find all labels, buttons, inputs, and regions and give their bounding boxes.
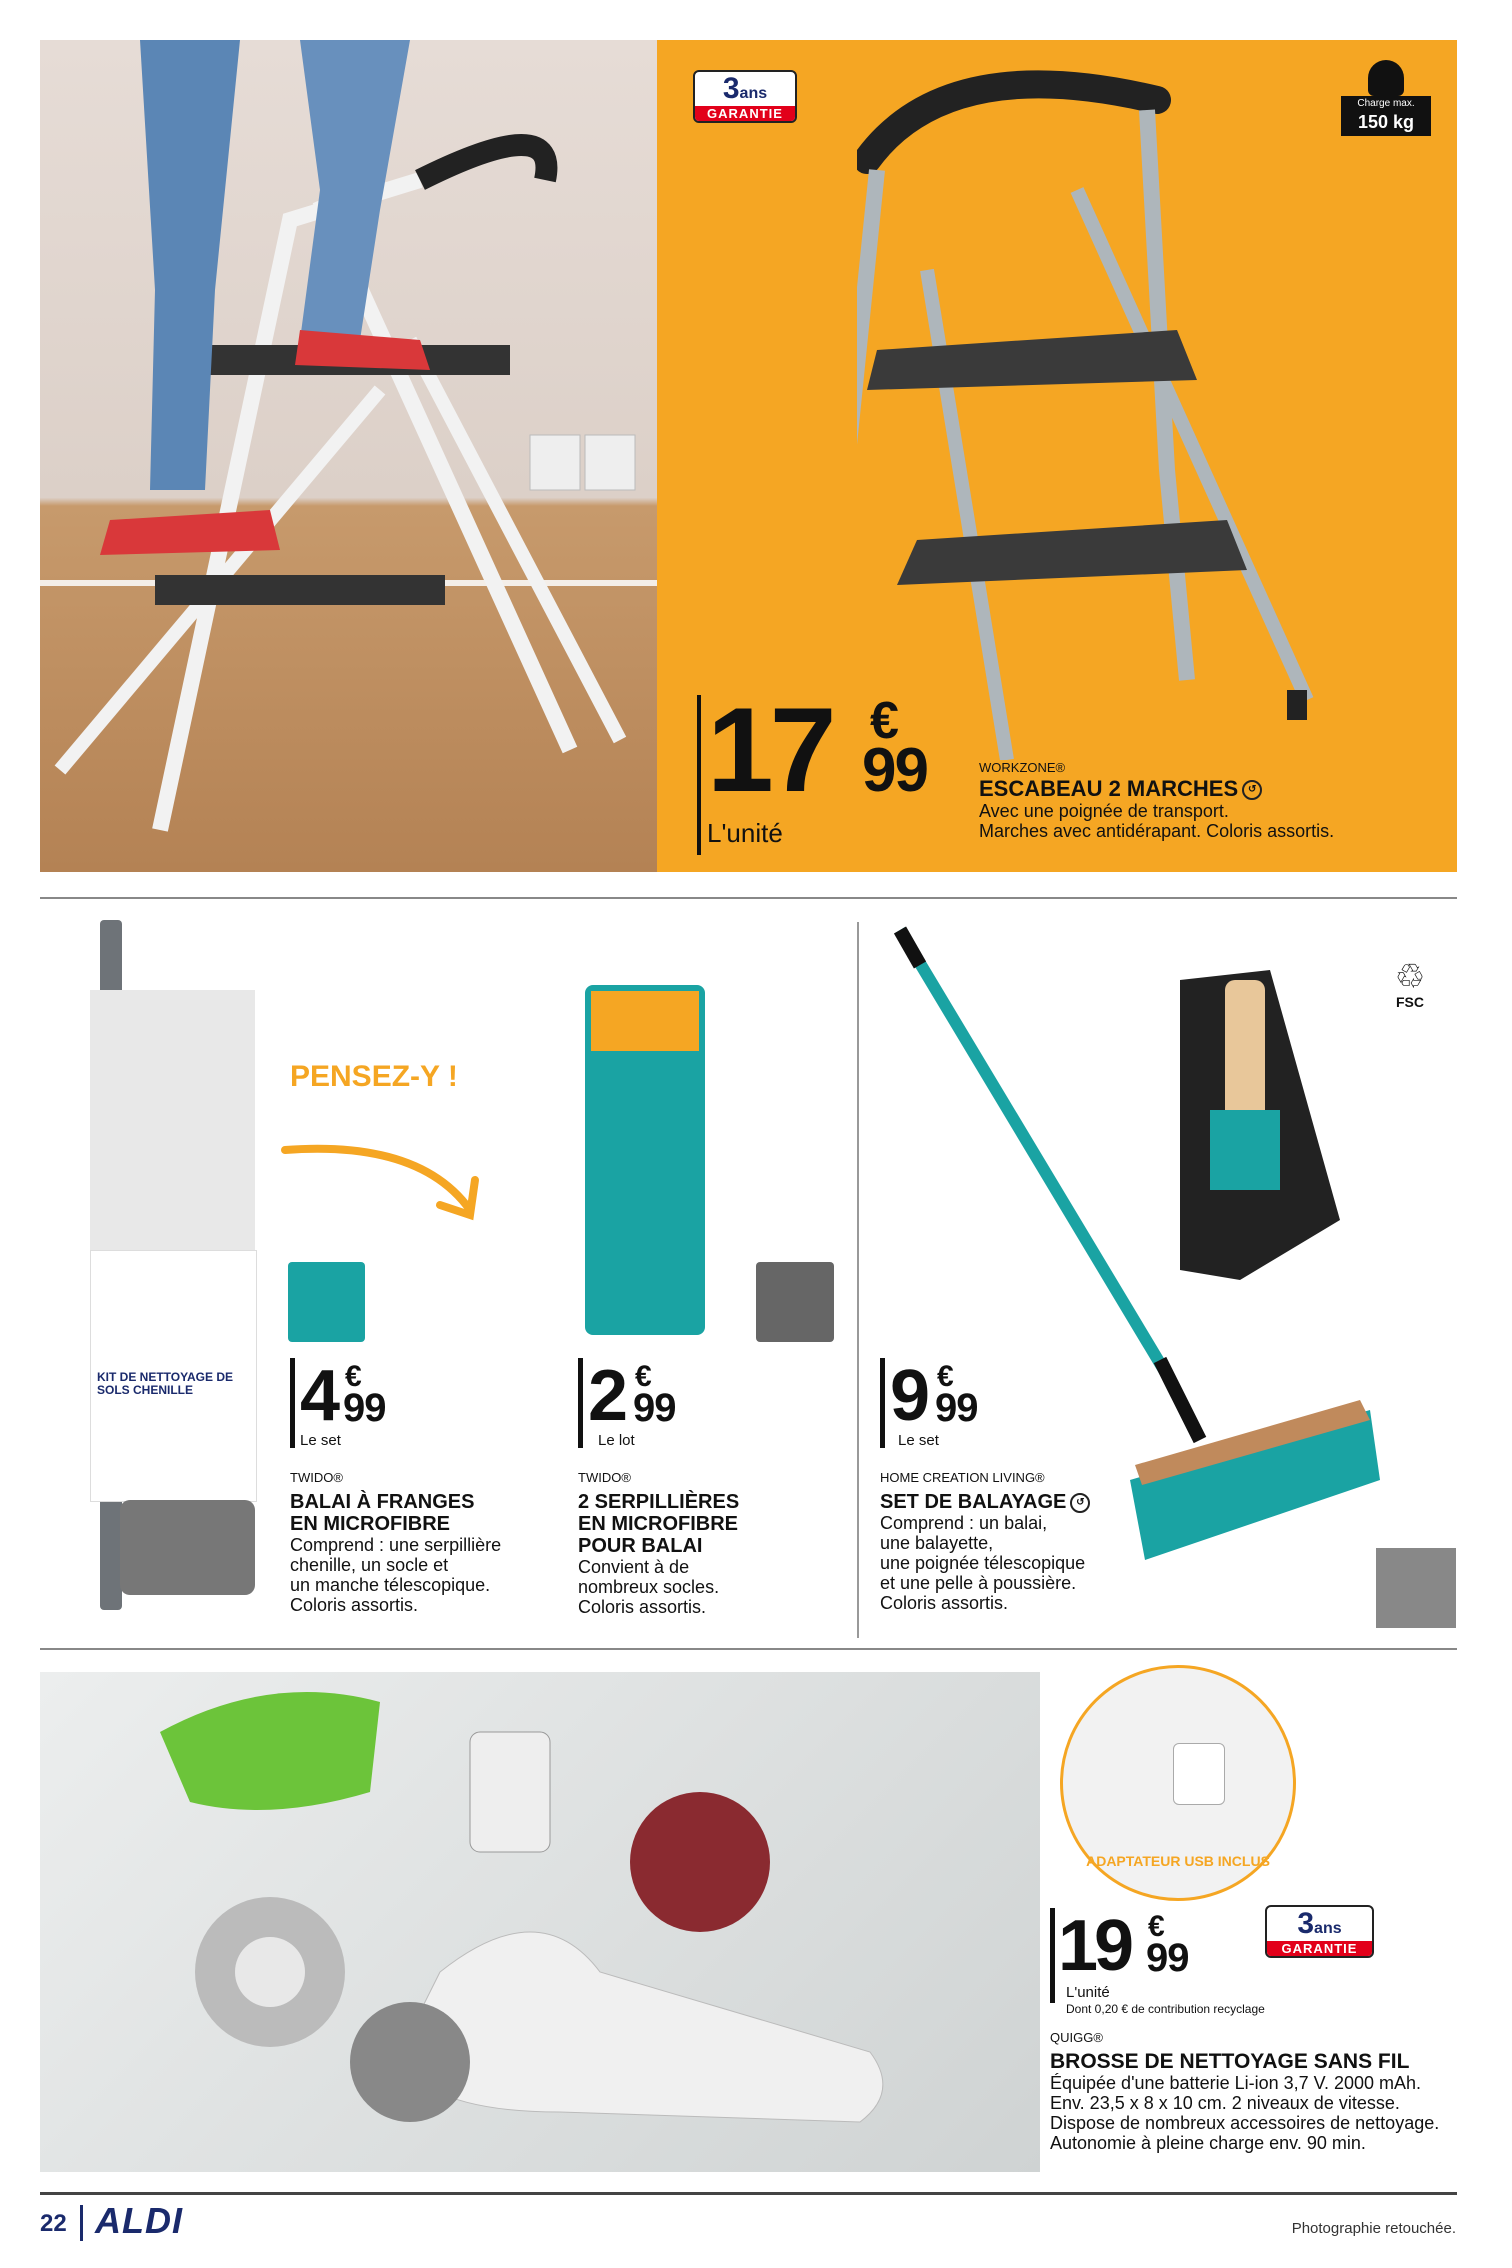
product-title-1: 2 SERPILLIÈRES bbox=[578, 1491, 740, 1513]
product-desc: nombreux socles. bbox=[578, 1577, 720, 1597]
recycle-icon: ↺ bbox=[1070, 1493, 1090, 1513]
product-brand: TWIDO® bbox=[290, 1470, 343, 1485]
product-desc: Coloris assortis. bbox=[880, 1593, 1009, 1613]
grey-swatch bbox=[1376, 1548, 1456, 1628]
vertical-divider bbox=[857, 922, 859, 1638]
price-currency: € bbox=[870, 692, 899, 750]
fsc-logo: ♲ FSC bbox=[1394, 958, 1426, 1010]
warranty-badge: 3ans GARANTIE bbox=[1265, 1905, 1374, 1958]
product-desc: Autonomie à pleine charge env. 90 min. bbox=[1050, 2133, 1366, 2153]
product-desc: Convient à de bbox=[578, 1557, 690, 1577]
mop-refill-image bbox=[585, 985, 705, 1335]
section-divider bbox=[40, 1648, 1457, 1650]
product-desc: Coloris assortis. bbox=[578, 1597, 707, 1617]
eco-contribution: Dont 0,20 € de contribution recyclage bbox=[1066, 2002, 1265, 2016]
product-brand: TWIDO® bbox=[578, 1470, 631, 1485]
price-currency: € bbox=[635, 1360, 652, 1393]
price-bar bbox=[290, 1358, 295, 1448]
product-desc: une poignée télescopique bbox=[880, 1553, 1086, 1573]
footer-divider bbox=[40, 2192, 1457, 2195]
ladder-lifestyle-photo bbox=[40, 40, 657, 872]
recycle-icon: ↺ bbox=[1242, 780, 1262, 800]
product-desc: un manche télescopique. bbox=[290, 1575, 491, 1595]
product-title-2: EN MICROFIBRE bbox=[578, 1513, 738, 1535]
product-brand: HOME CREATION LIVING® bbox=[880, 1470, 1045, 1485]
product-desc: Équipée d'une batterie Li-ion 3,7 V. 2000 mAh. bbox=[1050, 2073, 1422, 2093]
cleaning-brush-photo bbox=[40, 1672, 1040, 2172]
price-cents: 99 bbox=[935, 1386, 978, 1430]
footer-separator bbox=[80, 2205, 83, 2241]
product-desc: Dispose de nombreux accessoires de nettoyage. bbox=[1050, 2113, 1440, 2133]
price-currency: € bbox=[1148, 1910, 1165, 1943]
mop-kit-package-image: KIT DE NETTOYAGE DE SOLS CHENILLE bbox=[90, 920, 255, 1620]
tip-heading: PENSEZ-Y ! bbox=[290, 1060, 458, 1093]
warranty-badge: 3ans GARANTIE bbox=[693, 70, 797, 123]
price-cents: 99 bbox=[1146, 1936, 1189, 1980]
price-unit: Le set bbox=[898, 1432, 939, 1449]
product-brand: WORKZONE® bbox=[979, 760, 1066, 775]
price-euros: 19 bbox=[1058, 1906, 1131, 1986]
teal-swatch bbox=[288, 1262, 365, 1342]
product-desc-1: Avec une poignée de transport. bbox=[979, 801, 1229, 821]
price-euros: 4 bbox=[300, 1356, 337, 1436]
product-brand: QUIGG® bbox=[1050, 2030, 1103, 2045]
usb-adapter-circle: ADAPTATEUR USB INCLUS bbox=[1060, 1665, 1296, 1901]
max-load-badge: Charge max. 150 kg bbox=[1341, 60, 1431, 136]
price-euros: 9 bbox=[890, 1356, 927, 1436]
price-currency: € bbox=[937, 1360, 954, 1393]
product-title-3: POUR BALAI bbox=[578, 1535, 703, 1557]
price-euros: 2 bbox=[588, 1356, 625, 1436]
price-euros: 17 bbox=[707, 683, 833, 817]
price-bar bbox=[578, 1358, 583, 1448]
product-desc: une balayette, bbox=[880, 1533, 994, 1553]
page-number: 22 bbox=[40, 2210, 67, 2237]
price-unit: Le lot bbox=[598, 1432, 635, 1449]
product-desc: Env. 23,5 x 8 x 10 cm. 2 niveaux de vitesse. bbox=[1050, 2093, 1400, 2113]
section-divider bbox=[40, 897, 1457, 899]
product-desc: chenille, un socle et bbox=[290, 1555, 449, 1575]
product-title: SET DE BALAYAGE ↺ bbox=[880, 1491, 1140, 1513]
product-title-1: BALAI À FRANGES bbox=[290, 1491, 475, 1513]
grey-swatch bbox=[756, 1262, 834, 1342]
price-bar bbox=[697, 695, 701, 855]
aldi-logo: ALDI bbox=[95, 2200, 183, 2241]
price-cents: 99 bbox=[862, 736, 927, 805]
product-title-2: EN MICROFIBRE bbox=[290, 1513, 450, 1535]
stepladder-product-image bbox=[857, 60, 1337, 760]
price-unit: L'unité bbox=[707, 818, 783, 848]
ladder-in-use-illustration bbox=[40, 40, 657, 872]
photo-note: Photographie retouchée. bbox=[1291, 2220, 1456, 2237]
product-title: ESCABEAU 2 MARCHES ↺ bbox=[979, 777, 1439, 801]
price-bar bbox=[880, 1358, 885, 1448]
product-desc-2: Marches avec antidérapant. Coloris assortis. bbox=[979, 821, 1335, 841]
product-desc: Comprend : un balai, bbox=[880, 1513, 1048, 1533]
product-desc: Coloris assortis. bbox=[290, 1595, 419, 1615]
product-desc: Comprend : une serpillière bbox=[290, 1535, 502, 1555]
ladder-product-panel bbox=[657, 40, 1457, 872]
product-title: BROSSE DE NETTOYAGE SANS FIL bbox=[1050, 2050, 1410, 2073]
price-bar bbox=[1050, 1908, 1055, 2003]
price-currency: € bbox=[345, 1360, 362, 1393]
price-cents: 99 bbox=[633, 1386, 676, 1430]
weight-icon bbox=[1368, 60, 1404, 96]
price-unit: Le set bbox=[300, 1432, 341, 1449]
arrow-icon bbox=[280, 1130, 490, 1230]
brush-accessories-illustration bbox=[40, 1672, 1040, 2172]
price-unit: L'unité bbox=[1066, 1984, 1110, 2001]
price-cents: 99 bbox=[343, 1386, 386, 1430]
usb-adapter-icon bbox=[1173, 1743, 1225, 1805]
product-desc: et une pelle à poussière. bbox=[880, 1573, 1077, 1593]
